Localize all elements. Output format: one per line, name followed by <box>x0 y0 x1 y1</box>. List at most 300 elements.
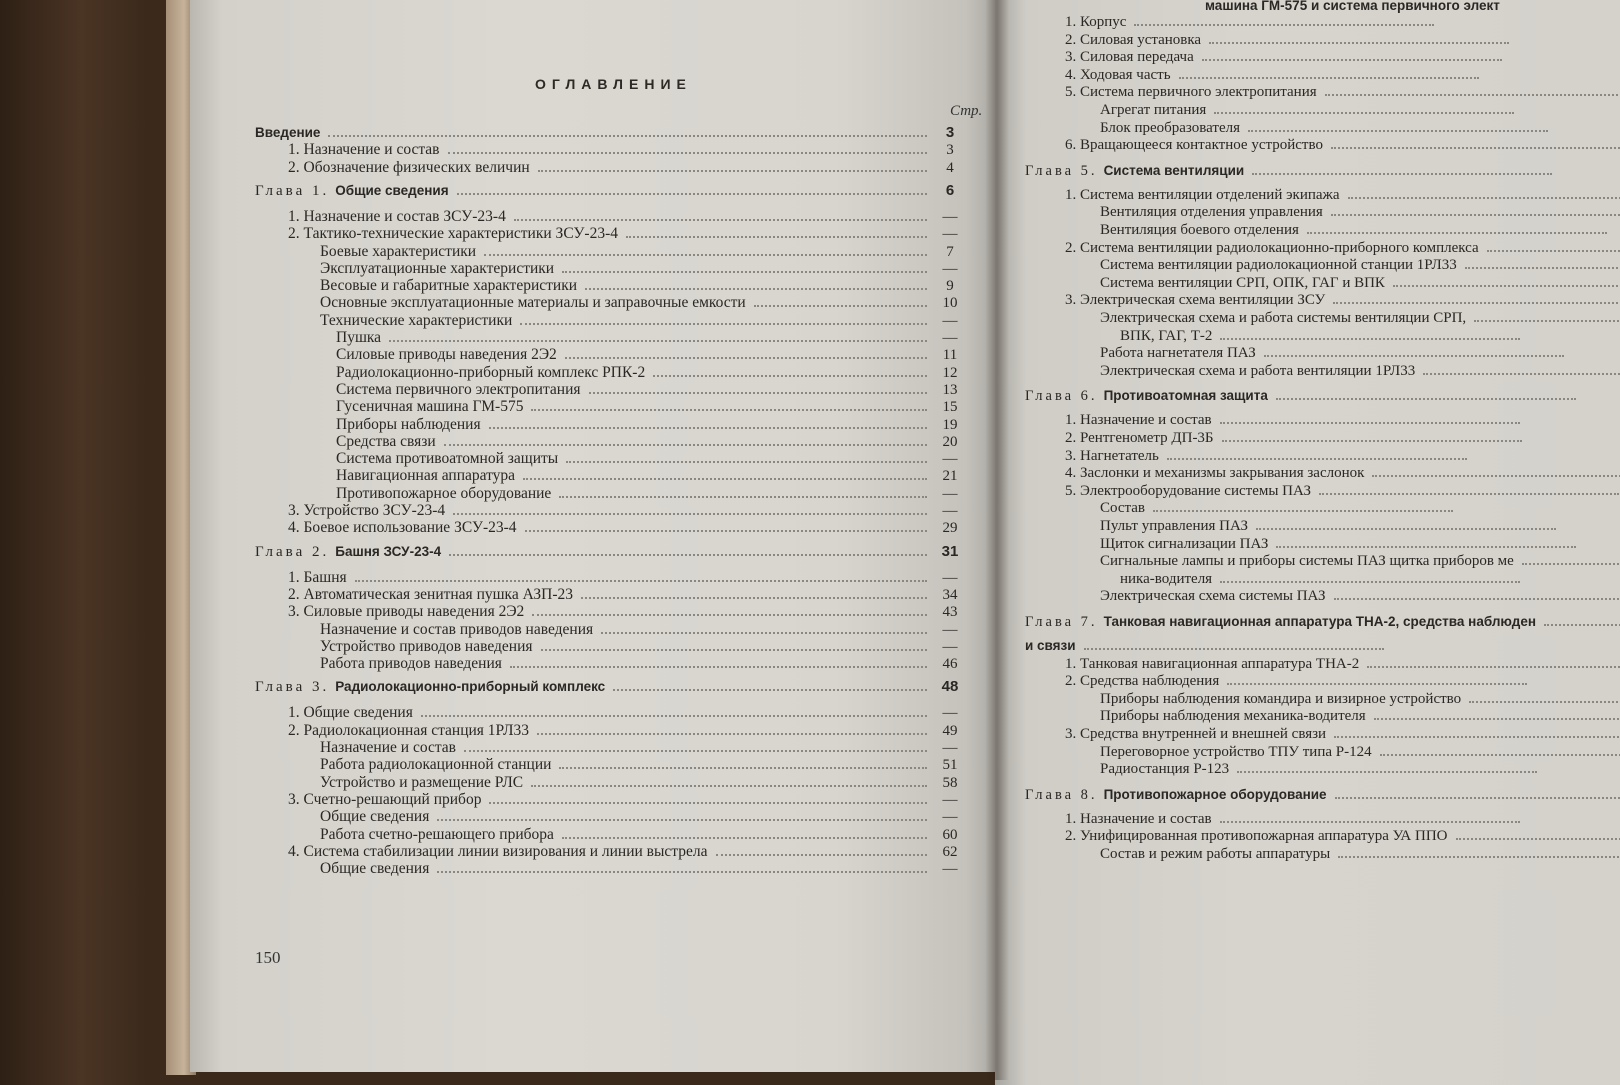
toc-chapter-number: Глава 3. <box>255 679 330 696</box>
toc-leader-dots <box>559 767 927 769</box>
toc-entry <box>1100 275 1620 291</box>
toc-entry <box>320 312 965 330</box>
toc-leader-dots <box>1084 648 1384 650</box>
toc-leader-dots <box>754 305 927 307</box>
toc-leader-dots <box>449 554 927 556</box>
toc-entry <box>1065 67 1487 83</box>
toc-chapter-number: Глава 7. <box>1025 614 1098 630</box>
toc-entry <box>336 467 965 485</box>
toc-entry <box>1100 345 1572 361</box>
toc-entry <box>336 450 965 468</box>
toc-entry <box>1120 571 1528 587</box>
toc-entry <box>1100 120 1556 136</box>
toc-entry <box>320 739 965 757</box>
toc-leader-dots <box>1333 302 1620 304</box>
toc-entry <box>1065 430 1530 446</box>
toc-page-number: 62 <box>942 843 958 860</box>
toc-leader-dots <box>1334 598 1620 600</box>
toc-entry <box>288 159 965 177</box>
toc-leader-dots <box>559 496 927 498</box>
toc-entry <box>320 260 965 278</box>
toc-entry <box>336 433 965 451</box>
toc-entry <box>1065 292 1620 308</box>
toc-entry-text: Приборы наблюдения <box>336 415 481 433</box>
toc-leader-dots <box>1367 666 1620 668</box>
toc-page-number: 12 <box>942 364 958 381</box>
toc-entry-text: Работа счетно-решающего прибора <box>320 825 554 843</box>
toc-entry <box>1065 137 1620 153</box>
toc-chapter-number: Глава 5. <box>1025 162 1098 179</box>
toc-chapter-title: Общие сведения <box>335 182 449 198</box>
toc-entry <box>336 329 965 347</box>
toc-entry-text: 1. Назначение и состав <box>1065 810 1212 827</box>
toc-entry-text: 4. Ходовая часть <box>1065 66 1171 83</box>
toc-page-number: — <box>942 621 958 638</box>
toc-page-number: 15 <box>942 399 958 416</box>
toc-entry <box>288 704 965 722</box>
toc-entry <box>1065 811 1528 827</box>
toc-leader-dots <box>562 837 927 839</box>
toc-entry-text: Радиолокационно-приборный комплекс РПК-2 <box>336 363 646 381</box>
toc-leader-dots <box>537 733 927 735</box>
toc-entry-text: Состав <box>1100 500 1146 517</box>
toc-entry-text: Переговорное устройство ТПУ типа Р-124 <box>1100 743 1372 760</box>
toc-chapter-number: Глава 8. <box>1025 786 1098 803</box>
toc-leader-dots <box>457 193 927 195</box>
toc-leader-dots <box>1276 398 1576 400</box>
toc-entry-text: ника-водителя <box>1120 570 1213 587</box>
toc-page-number: — <box>942 569 958 586</box>
toc-leader-dots <box>1325 94 1620 96</box>
toc-chapter-heading <box>255 543 965 561</box>
toc-entry-text: 2. Автоматическая зенитная пушка АЗП-23 <box>288 585 574 603</box>
toc-entry-text: Введение <box>255 125 321 140</box>
toc-entry <box>288 843 965 861</box>
toc-leader-dots <box>1307 232 1607 234</box>
toc-leader-dots <box>1276 546 1576 548</box>
toc-entry <box>1100 691 1620 707</box>
toc-page-number: 9 <box>946 278 954 295</box>
toc-entry-text: Назначение и состав приводов наведения <box>320 620 594 638</box>
toc-leader-dots <box>1220 422 1520 424</box>
toc-entry <box>1100 536 1584 552</box>
toc-chapter-heading <box>255 182 965 200</box>
toc-entry-text: 1. Система вентиляции отделений экипажа <box>1065 186 1340 203</box>
toc-entry <box>336 364 965 382</box>
toc-entry <box>1100 204 1620 220</box>
toc-leader-dots <box>489 427 927 429</box>
toc-page-number: — <box>942 330 958 346</box>
toc-leader-dots <box>1222 440 1522 442</box>
toc-entry-text: 2. Силовая установка <box>1065 31 1202 48</box>
toc-entry-text: 2. Унифицированная противопожарная аппаратура УА ППО <box>1065 828 1448 845</box>
toc-leader-dots <box>601 632 927 634</box>
toc-entry <box>1025 638 1392 654</box>
toc-entry-text: 2. Обозначение физических величин <box>288 158 530 176</box>
toc-entry <box>288 225 965 243</box>
toc-entry <box>288 519 965 537</box>
toc-page-number: 4 <box>946 159 954 176</box>
toc-entry-text: 3. Счетно-решающий прибор <box>288 790 482 808</box>
toc-entry-text: 4. Система стабилизации линии визирования и линии выстрела <box>288 842 708 860</box>
toc-entry-text: Система противоатомной защиты <box>336 450 559 468</box>
toc-entry-text: Весовые и габаритные характеристики <box>320 277 578 295</box>
toc-entry-text: Эксплуатационные характеристики <box>320 259 555 277</box>
toc-entry-text: Пульт управления ПАЗ <box>1100 518 1248 534</box>
toc-leader-dots <box>437 871 927 873</box>
toc-entry-text: 2. Тактико-технические характеристики ЗСУ-23-4 <box>288 225 618 243</box>
toc-leader-dots <box>1331 214 1620 216</box>
toc-entry <box>1065 187 1620 203</box>
toc-entry <box>1065 483 1620 499</box>
toc-entry-text: 3. Электрическая схема вентиляции ЗСУ <box>1065 292 1326 309</box>
toc-leader-dots <box>1487 250 1620 252</box>
toc-page-number: — <box>942 791 958 808</box>
toc-leader-dots <box>1202 59 1502 61</box>
toc-chapter-title: Противоатомная защита <box>1103 388 1268 404</box>
toc-entry <box>336 485 965 503</box>
toc-chapter-heading <box>1025 163 1560 179</box>
toc-entry-text: Назначение и состав <box>320 739 456 756</box>
toc-leader-dots <box>1465 267 1620 269</box>
toc-entry-text: Вентиляция боевого отделения <box>1100 222 1299 238</box>
toc-leader-dots <box>421 715 927 717</box>
toc-entry-text: Средства связи <box>336 432 436 450</box>
toc-leader-dots <box>1474 320 1620 322</box>
toc-leader-dots <box>1456 838 1620 840</box>
toc-leader-dots <box>1469 701 1620 703</box>
toc-chapter-heading <box>1025 614 1620 630</box>
toc-leader-dots <box>1522 563 1620 565</box>
toc-entry-text: 4. Боевое использование ЗСУ-23-4 <box>288 519 517 537</box>
toc-entry <box>336 381 965 399</box>
toc-entry <box>1100 553 1620 569</box>
toc-leader-dots <box>653 375 927 377</box>
toc-leader-dots <box>531 409 927 411</box>
toc-leader-dots <box>1374 718 1620 720</box>
toc-leader-dots <box>1335 797 1620 799</box>
book-gutter <box>985 0 1009 1080</box>
toc-entry <box>1065 49 1510 65</box>
toc-page-number: 31 <box>941 542 959 560</box>
toc-leader-dots <box>1334 736 1620 738</box>
toc-entry-text: Блок преобразователя <box>1100 119 1241 136</box>
toc-leader-dots <box>1393 285 1620 287</box>
toc-entry <box>255 124 965 141</box>
toc-entry-text: Гусеничная машина ГМ-575 <box>336 398 524 416</box>
toc-leader-dots <box>581 597 927 599</box>
toc-entry <box>288 603 965 621</box>
toc-leader-dots <box>1380 754 1620 756</box>
toc-page-number: 34 <box>942 586 958 603</box>
toc-leader-dots <box>514 219 927 221</box>
toc-entry <box>1065 465 1620 481</box>
toc-entry <box>1120 328 1528 344</box>
toc-entry-text: 3. Средства внутренней и внешней связи <box>1065 726 1327 742</box>
toc-entry <box>288 208 965 226</box>
toc-page-number: 58 <box>942 774 958 791</box>
toc-page-number: 60 <box>942 826 958 843</box>
toc-entry <box>1100 518 1564 534</box>
toc-entry <box>1100 363 1620 379</box>
toc-entry <box>336 398 965 416</box>
toc-entry <box>320 860 965 878</box>
toc-entry-text: Система первичного электропитания <box>336 380 581 398</box>
toc-entry-text: 1. Назначение и состав ЗСУ-23-4 <box>288 207 506 225</box>
toc-entry <box>1100 500 1461 516</box>
toc-leader-dots <box>626 236 927 238</box>
toc-entry <box>1065 673 1535 689</box>
toc-chapter-heading <box>255 678 965 696</box>
toc-entry-text: Радиостанция Р-123 <box>1100 761 1230 778</box>
right-page <box>995 0 1620 1085</box>
toc-entry-text: Боевые характеристики <box>320 242 477 260</box>
toc-entry-text: Устройство и размещение РЛС <box>320 773 524 791</box>
toc-leader-dots <box>484 254 927 256</box>
toc-chapter-heading <box>1025 388 1584 404</box>
toc-leader-dots <box>1214 112 1514 114</box>
toc-page-number: — <box>942 638 958 655</box>
toc-entry-text: 3. Силовые приводы наведения 2Э2 <box>288 603 525 621</box>
toc-entry-text: Общие сведения <box>320 860 430 878</box>
toc-entry-text: 1. Назначение и состав <box>1065 412 1212 429</box>
toc-entry-text: 3. Устройство ЗСУ-23-4 <box>288 502 446 519</box>
toc-entry <box>320 277 965 295</box>
toc-leader-dots <box>1153 510 1453 512</box>
toc-leader-dots <box>1256 528 1556 530</box>
toc-leader-dots <box>1264 355 1564 357</box>
toc-entry-text: ВПК, ГАГ, Т-2 <box>1120 327 1213 344</box>
page-number: 150 <box>255 948 281 967</box>
toc-leader-dots <box>1248 130 1548 132</box>
toc-leader-dots <box>464 750 927 752</box>
toc-page-number: — <box>942 260 958 277</box>
toc-entry <box>320 243 965 261</box>
toc-page-number: 19 <box>942 416 958 433</box>
toc-chapter-number: Глава 1. <box>255 182 330 199</box>
toc-entry-text: Работа нагнетателя ПАЗ <box>1100 345 1256 362</box>
toc-leader-dots <box>1209 42 1509 44</box>
toc-page-number: — <box>942 312 958 329</box>
toc-entry-text: Щиток сигнализации ПАЗ <box>1100 535 1269 552</box>
toc-entry <box>1100 846 1620 862</box>
toc-leader-dots <box>444 444 927 446</box>
toc-entry-text: 3. Силовая передача <box>1065 49 1194 66</box>
toc-leader-dots <box>437 819 927 821</box>
toc-entry-text: 5. Система первичного электропитания <box>1065 84 1317 101</box>
toc-page-number: — <box>942 226 958 243</box>
toc-page-number: — <box>942 740 958 756</box>
toc-entry-text: 6. Вращающееся контактное устройство <box>1065 137 1323 154</box>
toc-page-number: 48 <box>941 678 959 696</box>
toc-entry-text: Работа радиолокационной станции <box>320 756 552 774</box>
toc-entry <box>1100 588 1620 604</box>
toc-entry-text: Пушка <box>336 329 382 346</box>
toc-entry <box>320 808 965 826</box>
toc-leader-dots <box>531 785 927 787</box>
toc-chapter-title: Система вентиляции <box>1103 162 1245 178</box>
toc-leader-dots <box>613 689 927 691</box>
toc-leader-dots <box>1227 683 1527 685</box>
toc-page-number: 3 <box>946 142 954 159</box>
toc-entry <box>320 294 965 312</box>
toc-page-number: 51 <box>942 757 958 774</box>
toc-entry <box>288 722 965 740</box>
toc-entry <box>1065 32 1517 48</box>
toc-entry-text: Система вентиляции СРП, ОПК, ГАГ и ВПК <box>1100 274 1385 291</box>
toc-entry-text: Противопожарное оборудование <box>336 484 552 502</box>
toc-leader-dots <box>1544 624 1620 626</box>
toc-leader-dots <box>589 392 927 394</box>
toc-page-number: 29 <box>942 520 958 537</box>
toc-chapter-title: Противопожарное оборудование <box>1103 786 1327 802</box>
toc-entry <box>320 826 965 844</box>
toc-chapter-title: Танковая навигационная аппаратура ТНА-2, средства наблюден <box>1103 614 1536 629</box>
toc-leader-dots <box>1252 173 1552 175</box>
toc-page-number: 46 <box>942 656 958 673</box>
toc-entry <box>288 502 965 520</box>
toc-entry <box>288 586 965 604</box>
toc-entry <box>320 621 965 639</box>
toc-entry-text: Вентиляция отделения управления <box>1100 204 1323 221</box>
toc-leader-dots <box>453 513 927 515</box>
toc-entry-text: Приборы наблюдения механика-водителя <box>1100 708 1366 725</box>
toc-entry <box>320 774 965 792</box>
toc-leader-dots <box>510 666 927 668</box>
toc-entry <box>320 638 965 656</box>
toc-leader-dots <box>520 323 927 325</box>
toc-chapter-title: Радиолокационно-приборный комплекс <box>335 679 606 695</box>
toc-entry <box>1065 412 1528 428</box>
toc-leader-dots <box>355 580 927 582</box>
toc-entry <box>1065 828 1620 844</box>
toc-entry-text: 5. Электрооборудование системы ПАЗ <box>1065 482 1311 499</box>
toc-leader-dots <box>566 461 927 463</box>
toc-entry <box>336 416 965 434</box>
toc-entry <box>1100 102 1522 118</box>
toc-page-number: — <box>942 208 958 225</box>
toc-page-number: 43 <box>942 604 958 621</box>
toc-entry-text: Электрическая схема системы ПАЗ <box>1100 588 1326 605</box>
toc-title: ОГЛАВЛЕНИЕ <box>535 76 692 92</box>
toc-page-number: 10 <box>942 295 958 312</box>
toc-leader-dots <box>538 170 927 172</box>
toc-entry <box>1065 84 1620 100</box>
toc-entry <box>1100 257 1620 273</box>
toc-leader-dots <box>585 288 927 290</box>
toc-leader-dots <box>1372 475 1620 477</box>
toc-leader-dots <box>1331 147 1620 149</box>
toc-chapter-heading <box>1025 787 1620 803</box>
toc-entry <box>1065 656 1620 672</box>
toc-leader-dots <box>1220 821 1520 823</box>
toc-leader-dots <box>448 152 928 154</box>
toc-entry <box>288 569 965 587</box>
toc-entry-text: 1. Назначение и состав <box>288 141 440 159</box>
toc-entry-text: 2. Радиолокационная станция 1РЛ33 <box>288 721 530 739</box>
toc-leader-dots <box>523 478 927 480</box>
toc-page-number: 3 <box>945 124 955 141</box>
toc-leader-dots <box>328 135 927 137</box>
toc-leader-dots <box>1338 856 1620 858</box>
toc-chapter-number: Глава 2. <box>255 543 330 560</box>
toc-leader-dots <box>541 649 928 651</box>
toc-entry <box>1100 761 1545 777</box>
toc-entry-text: Основные эксплуатационные материалы и заправочные емкости <box>320 294 746 312</box>
toc-entry <box>1065 240 1620 256</box>
toc-page-number: 13 <box>942 381 958 398</box>
toc-leader-dots <box>716 854 927 856</box>
toc-entry-text: Силовые приводы наведения 2Э2 <box>336 346 557 364</box>
toc-leader-dots <box>1319 493 1619 495</box>
toc-chapter-title: Башня ЗСУ-23-4 <box>335 543 442 559</box>
toc-entry-text: Сигнальные лампы и приборы системы ПАЗ щитка приборов ме <box>1100 553 1514 570</box>
toc-entry-text: 1. Корпус <box>1065 14 1127 30</box>
toc-entry-text: 4. Заслонки и механизмы закрывания заслонок <box>1065 465 1365 482</box>
toc-entry-text: Устройство приводов наведения <box>320 637 533 655</box>
toc-page-number: — <box>942 705 958 722</box>
toc-page-number: — <box>942 861 958 878</box>
toc-entry-text: Электрическая схема и работа системы вентиляции СРП, <box>1100 310 1467 326</box>
toc-leader-dots <box>562 271 927 273</box>
toc-entry <box>320 756 965 774</box>
toc-leader-dots <box>489 802 927 804</box>
toc-leader-dots <box>1423 373 1620 375</box>
toc-leader-dots <box>532 614 927 616</box>
toc-entry <box>288 141 965 159</box>
toc-entry <box>1100 310 1620 326</box>
toc-entry-text: 1. Общие сведения <box>288 704 413 722</box>
toc-entry <box>1100 744 1620 760</box>
page-column-label: Стр. <box>950 103 983 119</box>
toc-leader-dots <box>525 530 927 532</box>
toc-entry-text: Состав и режим работы аппаратуры <box>1100 846 1331 862</box>
toc-entry-text: 1. Танковая навигационная аппаратура ТНА-2 <box>1065 655 1360 672</box>
toc-entry <box>336 346 965 364</box>
toc-page-number: 49 <box>942 722 958 739</box>
toc-page-number: — <box>942 809 958 826</box>
toc-entry-text: 1. Башня <box>288 568 347 586</box>
toc-page-number: 11 <box>942 347 958 364</box>
toc-entry-text: 2. Средства наблюдения <box>1065 673 1220 690</box>
toc-entry-text: Общие сведения <box>320 808 430 826</box>
toc-page-number: — <box>942 485 958 502</box>
toc-entry-text: Технические характеристики <box>320 311 513 329</box>
toc-entry <box>1065 448 1475 464</box>
toc-entry-text: Система вентиляции радиолокационной станции 1РЛ33 <box>1100 257 1457 274</box>
toc-entry-text: Приборы наблюдения командира и визирное устройство <box>1100 690 1462 707</box>
toc-leader-dots <box>1220 581 1520 583</box>
toc-entry-text: 3. Нагнетатель <box>1065 447 1159 464</box>
toc-leader-dots <box>1220 338 1520 340</box>
toc-leader-dots <box>389 340 927 342</box>
toc-entry-text: 2. Рентгенометр ДП-3Б <box>1065 430 1214 446</box>
toc-page-number: 7 <box>946 243 954 260</box>
toc-entry <box>1065 726 1620 742</box>
toc-page-number: — <box>942 503 958 519</box>
toc-partial-heading: машина ГМ-575 и система первичного элект <box>1205 0 1500 13</box>
toc-page-number: 6 <box>945 181 955 199</box>
toc-page-number: 21 <box>942 468 958 485</box>
toc-leader-dots <box>1179 77 1479 79</box>
toc-leader-dots <box>565 357 927 359</box>
toc-page-number: — <box>942 451 958 468</box>
toc-entry <box>1065 14 1442 30</box>
toc-entry <box>320 655 965 673</box>
toc-entry-text: и связи <box>1025 638 1076 653</box>
toc-entry-text: Работа приводов наведения <box>320 655 502 673</box>
toc-chapter-number: Глава 6. <box>1025 388 1098 405</box>
